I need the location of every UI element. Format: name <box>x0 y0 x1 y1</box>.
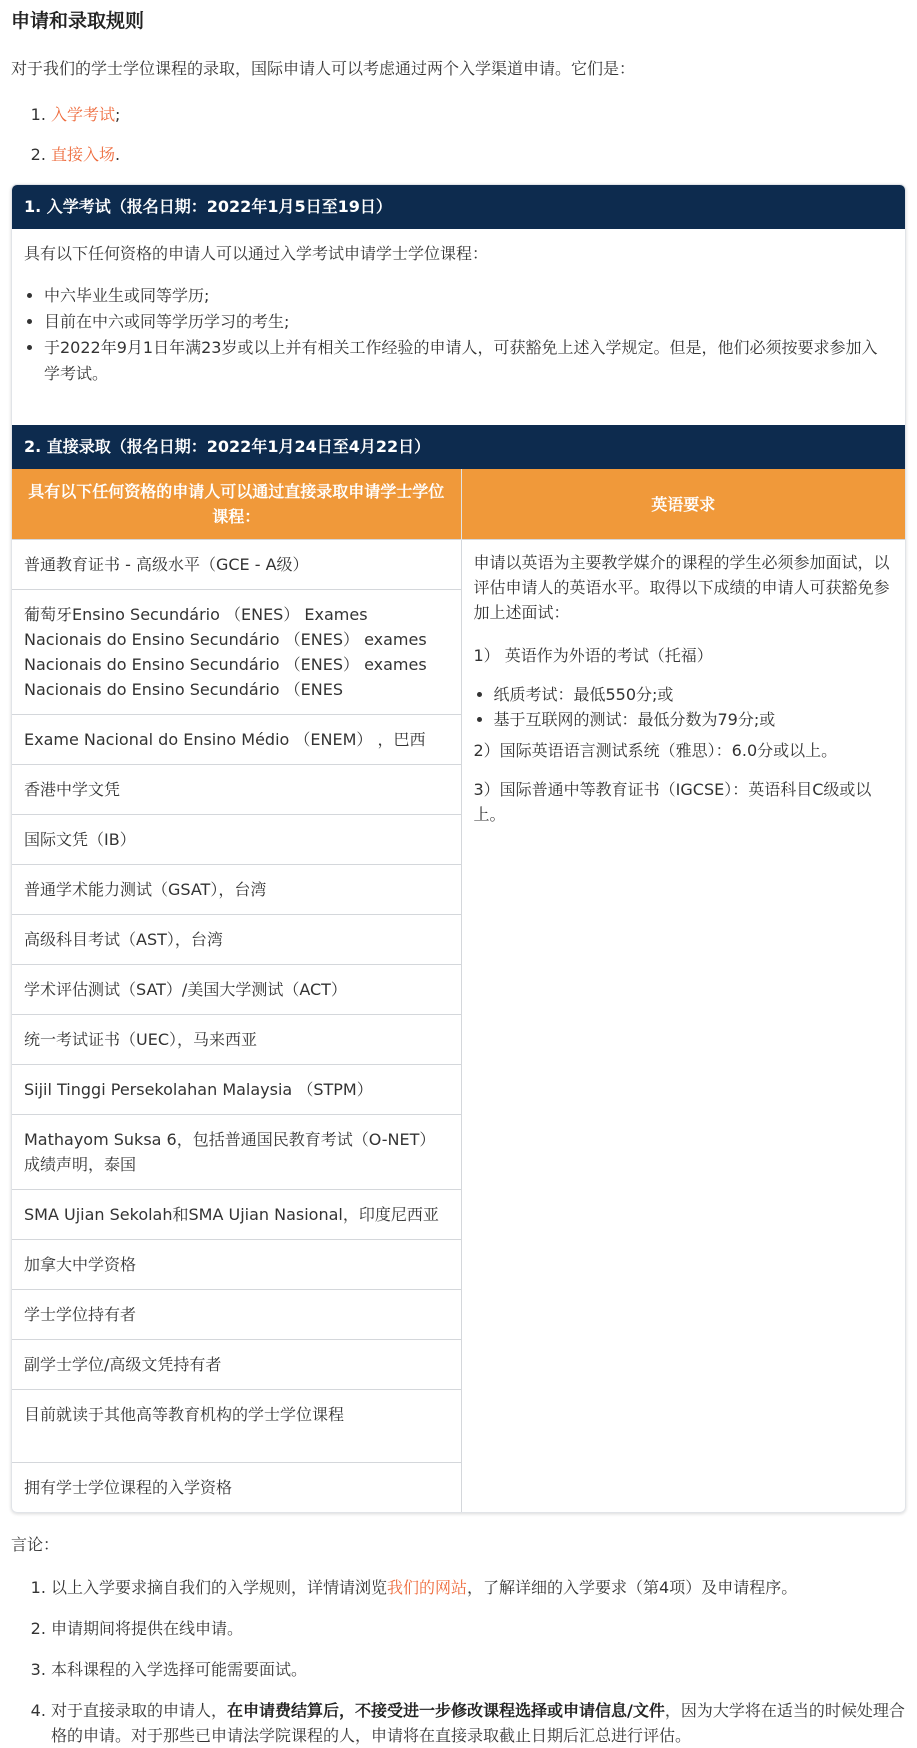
list-item: 3. 本科课程的入学选择可能需要面试。 <box>51 1657 906 1682</box>
notes-title: 言论： <box>11 1535 60 1554</box>
english-header: 英语要求 <box>461 469 905 540</box>
section1-header: 1. 入学考试（报名日期：2022年1月5日至19日） <box>12 185 905 229</box>
ielts-text: 2）国际英语语言测试系统（雅思）：6.0分或以上。 <box>473 741 838 760</box>
note-text: ，因为大学将在适当的时候处理合格的申请。对于那些已申请法学院课程的人，申请将在直接录取截止日期后汇总进行评估。 <box>51 1701 905 1745</box>
qualification-cell: 葡萄牙Ensino Secundário （ENES） Exames Nacionais do Ensino Secundário （ENES） exames Nacionais do Ensino Secundário （ENES） exames Nacionais do Ensino Secundário （ENES <box>12 590 461 715</box>
channel-list <box>11 104 906 166</box>
qualification-cell: 学士学位持有者 <box>12 1290 461 1340</box>
qualification-cell: Exame Nacional do Ensino Médio （ENEM） ，巴西 <box>12 715 461 765</box>
qualification-cell: Mathayom Suksa 6，包括普通国民教育考试（O-NET）成绩声明，泰国 <box>12 1115 461 1190</box>
table-header-row <box>12 469 905 540</box>
notes-list <box>11 1575 906 1748</box>
list-suffix: ; <box>115 105 121 124</box>
section1-body <box>12 229 905 425</box>
page-title: 申请和录取规则 <box>11 10 145 32</box>
toefl-heading: 1） 英语作为外语的考试（托福） <box>473 646 713 665</box>
channel-link-direct[interactable]: 直接入场 <box>51 145 116 164</box>
list-item: • 中六毕业生或同等学历; <box>44 283 893 309</box>
qualification-cell: 香港中学文凭 <box>12 765 461 815</box>
note-bold-text: 在申请费结算后，不接受进一步修改课程选择或申请信息/文件 <box>227 1701 665 1720</box>
section1-list <box>24 283 893 387</box>
note-text: 以上入学要求摘自我们的入学规则，详情请浏览 <box>51 1578 388 1597</box>
intro-text: 对于我们的学士学位课程的录取，国际申请人可以考虑通过两个入学渠道申请。它们是： <box>11 59 636 78</box>
list-item: • 纸质考试：最低550分;或 <box>494 682 894 707</box>
qualification-cell: SMA Ujian Sekolah和SMA Ujian Nasional，印度尼西亚 <box>12 1190 461 1240</box>
qualification-cell: 拥有学士学位课程的入学资格 <box>12 1463 461 1513</box>
qualification-cell: 普通教育证书 - 高级水平（GCE - A级） <box>12 540 461 590</box>
list-item <box>51 1698 906 1748</box>
list-item: 2. 申请期间将提供在线申请。 <box>51 1616 906 1641</box>
list-item <box>51 1575 906 1600</box>
list-item: • 目前在中六或同等学历学习的考生; <box>44 309 893 335</box>
qualification-cell: 高级科目考试（AST），台湾 <box>12 915 461 965</box>
igcse-text: 3）国际普通中等教育证书（IGCSE）：英语科目C级或以上。 <box>473 780 872 824</box>
direct-admission-table <box>12 469 905 1512</box>
qualification-cell: Sijil Tinggi Persekolahan Malaysia （STPM） <box>12 1065 461 1115</box>
qualification-cell: 副学士学位/高级文凭持有者 <box>12 1340 461 1390</box>
qualification-cell: 加拿大中学资格 <box>12 1240 461 1290</box>
table-row <box>12 540 905 590</box>
qualification-cell: 目前就读于其他高等教育机构的学士学位课程 <box>12 1390 461 1463</box>
website-link[interactable]: 我们的网站 <box>387 1578 468 1597</box>
english-intro: 申请以英语为主要教学媒介的课程的学生必须参加面试，以评估申请人的英语水平。取得以下成绩的申请人可获豁免参加上述面试： <box>473 553 890 622</box>
note-text: ，了解详细的入学要求（第4项）及申请程序。 <box>467 1578 798 1597</box>
toefl-list <box>474 682 894 732</box>
section1-lead: 具有以下任何资格的申请人可以通过入学考试申请学士学位课程： <box>24 244 489 263</box>
qualification-cell: 普通学术能力测试（GSAT），台湾 <box>12 865 461 915</box>
channel-link-exam[interactable]: 入学考试 <box>51 105 116 124</box>
qualification-cell: 统一考试证书（UEC），马来西亚 <box>12 1015 461 1065</box>
qualifications-header: 具有以下任何资格的申请人可以通过直接录取申请学士学位课程： <box>12 469 461 540</box>
list-suffix: . <box>115 145 121 164</box>
list-item: • 于2022年9月1日年满23岁或以上并有相关工作经验的申请人，可获豁免上述入学规定。但是，他们必须按要求参加入学考试。 <box>44 335 893 387</box>
english-requirements-cell <box>461 540 905 1513</box>
admission-card <box>11 184 906 1513</box>
section2-header: 2. 直接录取（报名日期：2022年1月24日至4月22日） <box>12 425 905 469</box>
list-item: • 基于互联网的测试：最低分数为79分;或 <box>494 707 894 732</box>
list-item <box>51 104 906 126</box>
note-text: 对于直接录取的申请人， <box>51 1701 228 1720</box>
list-item <box>51 144 906 166</box>
qualification-cell: 国际文凭（IB） <box>12 815 461 865</box>
qualification-cell: 学术评估测试（SAT）/美国大学测试（ACT） <box>12 965 461 1015</box>
